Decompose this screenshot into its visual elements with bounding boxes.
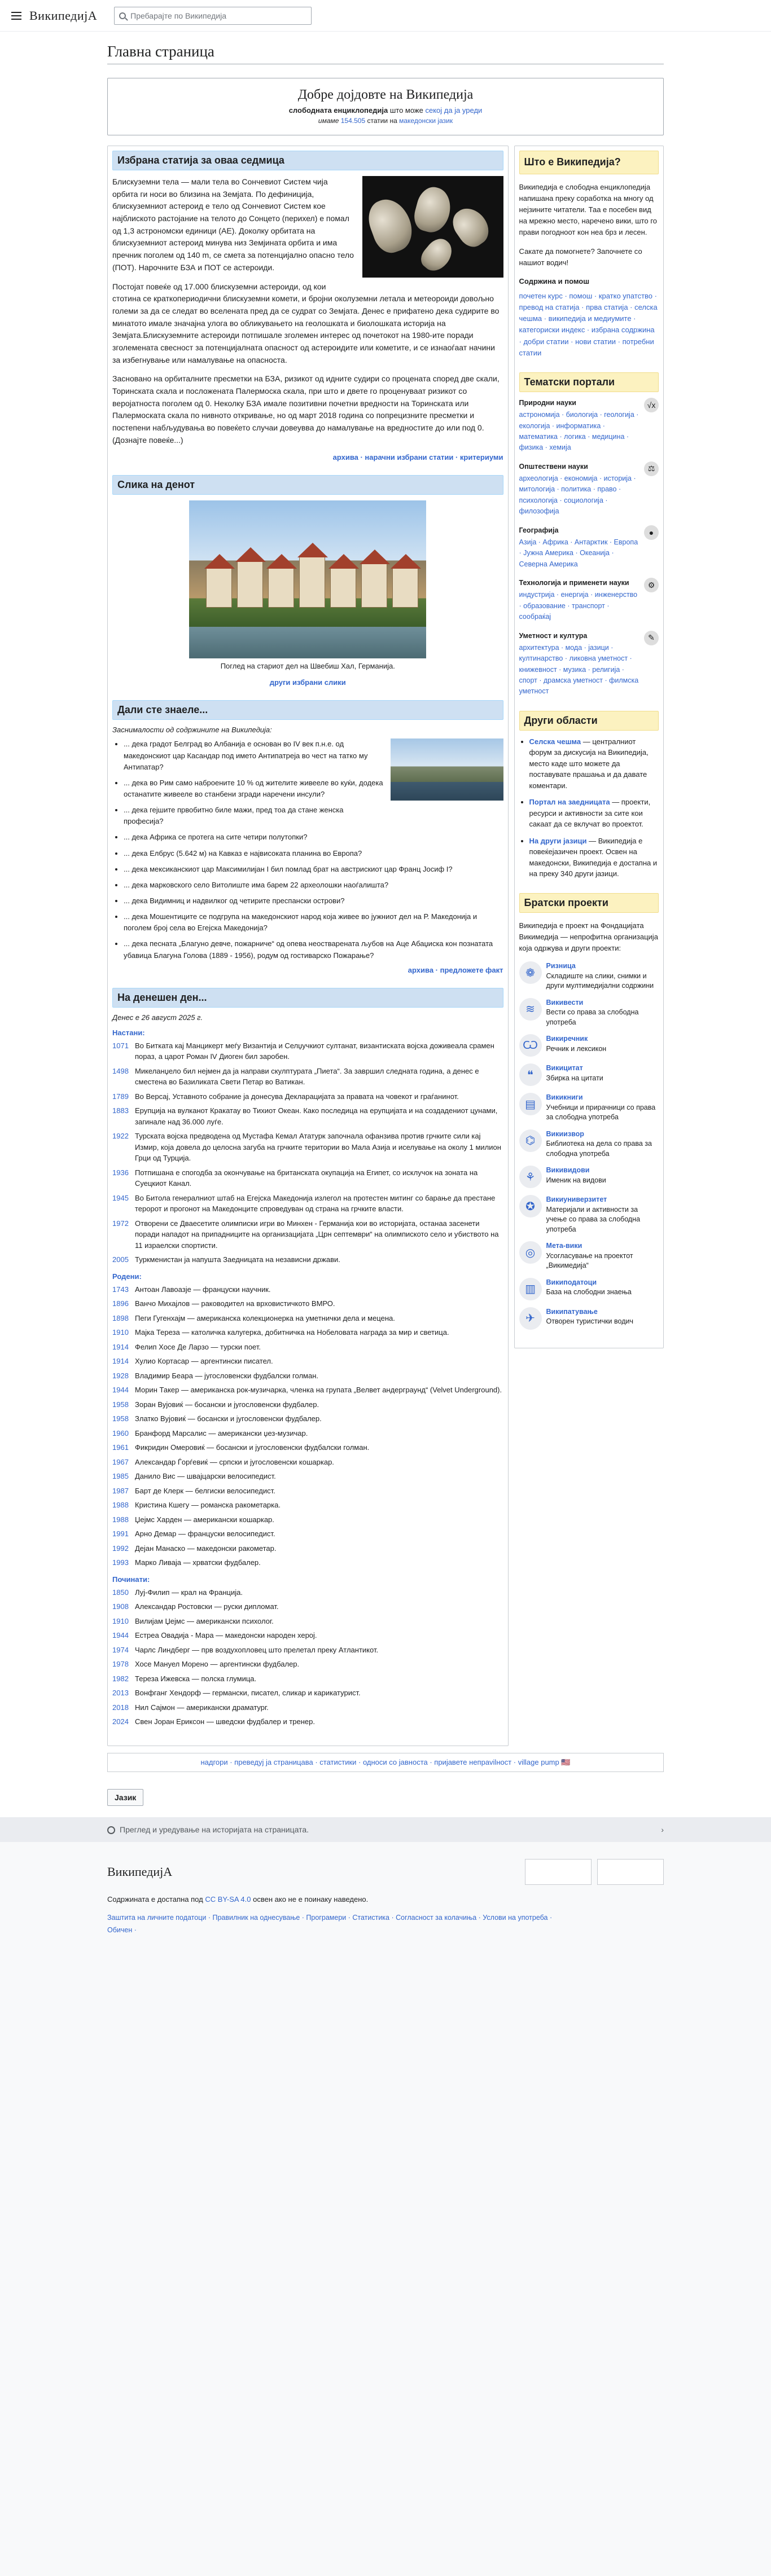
sister-project-text bbox=[546, 1063, 603, 1083]
today-date: Денес е 26 август 2025 г. bbox=[112, 1013, 203, 1022]
sister-project-title[interactable]: Википатување bbox=[546, 1307, 598, 1316]
portal-icon: ⚙ bbox=[644, 578, 659, 592]
year-link[interactable]: 1982 bbox=[112, 1674, 129, 1683]
portal-item bbox=[519, 525, 659, 570]
year-link[interactable]: 1908 bbox=[112, 1602, 129, 1611]
event-text: Александар Ростовски — руски дипломат. bbox=[135, 1602, 279, 1611]
on-this-day bbox=[112, 988, 503, 1727]
year-link[interactable]: 1922 bbox=[112, 1132, 129, 1141]
sister-project-item[interactable] bbox=[519, 1166, 659, 1188]
year-link[interactable]: 1958 bbox=[112, 1414, 129, 1423]
year-link[interactable]: 1910 bbox=[112, 1328, 129, 1337]
event-text: Нил Сајмон — американски драматург. bbox=[135, 1703, 269, 1712]
search-icon bbox=[119, 12, 126, 19]
sister-project-title[interactable]: Викиизвор bbox=[546, 1129, 584, 1138]
sister-projects-header: Братски проекти bbox=[519, 893, 659, 913]
year-link[interactable]: 1928 bbox=[112, 1371, 129, 1380]
dyk-item: • ... дека мексиканскиот цар Максимилијан I бил помлад брат на австрискиот цар Франц Јосиф I? bbox=[124, 864, 503, 875]
other-area-link[interactable]: Портал на заедницата bbox=[529, 798, 610, 807]
year-link[interactable]: 1993 bbox=[112, 1558, 129, 1567]
other-area-text: — Википедија е повеќејазичен проект. Освен на македонски, Википедија е достапна и на преку 340 други јазици. bbox=[529, 836, 658, 878]
births-item bbox=[112, 1442, 503, 1453]
portal-list bbox=[519, 398, 659, 697]
events-item bbox=[112, 1254, 503, 1265]
event-text: Антоан Лавоазје — француски научник. bbox=[135, 1285, 271, 1294]
sister-project-icon: ⚘ bbox=[519, 1166, 542, 1188]
deaths-item bbox=[112, 1659, 503, 1670]
event-text: Пеги Гугенхајм — американска колекционерка на уметнички дела и мецена. bbox=[135, 1313, 395, 1322]
license-post: освен ако не е поинаку наведено. bbox=[251, 1894, 369, 1904]
help-links[interactable]: почетен курс · помош · кратко упатство · превод на статија · прва статија · селска чешма · википедија и медиумите · категориски индекс · избрана содржина · добри статии · нови статии · потребни статии bbox=[519, 292, 658, 357]
events-item bbox=[112, 1091, 503, 1102]
event-text: Туркменистан ја напушта Заедницата на независни држави. bbox=[135, 1255, 340, 1264]
other-areas-list bbox=[519, 736, 659, 880]
other-area-link[interactable]: Селска чешма bbox=[529, 737, 581, 746]
year-link[interactable]: 1974 bbox=[112, 1645, 129, 1654]
license-link[interactable]: CC BY-SA 4.0 bbox=[205, 1894, 251, 1904]
other-area-item bbox=[529, 836, 659, 880]
sister-project-icon: ❁ bbox=[519, 961, 542, 984]
event-text: Зоран Вујовиќ — босански и југословенски фудбалер. bbox=[135, 1400, 319, 1409]
year-link[interactable]: 2013 bbox=[112, 1689, 129, 1698]
deaths-item bbox=[112, 1673, 503, 1685]
more-pictures-link[interactable]: други избрани слики bbox=[269, 678, 346, 687]
sister-project-desc: Збирка на цитати bbox=[546, 1074, 603, 1082]
sister-project-icon: ✈ bbox=[519, 1307, 542, 1330]
what-is-wikipedia bbox=[519, 151, 659, 359]
footer-logo: ВикипедијА bbox=[107, 1864, 173, 1879]
event-text: Хулио Кортасар — аргентински писател. bbox=[135, 1357, 273, 1366]
sister-project-desc: Вести со права за слободна употреба bbox=[546, 1008, 639, 1026]
portal-icon: ✎ bbox=[644, 631, 659, 645]
year-link[interactable]: 1944 bbox=[112, 1631, 129, 1640]
births-item bbox=[112, 1471, 503, 1482]
event-text: Кристина Кшегу — романска ракометарка. bbox=[135, 1501, 281, 1510]
sister-project-text bbox=[546, 1307, 633, 1327]
year-link[interactable]: 1944 bbox=[112, 1386, 129, 1395]
portal-title[interactable]: Географија bbox=[519, 526, 559, 534]
event-text: Џејмс Харден — американски кошаркар. bbox=[135, 1515, 274, 1524]
sister-project-desc: Библиотека на дела со права за слободна употреба bbox=[546, 1140, 652, 1158]
featured-more-links[interactable]: архива · нарачни избрани статии · критериуми bbox=[332, 453, 503, 462]
footer-links-row2[interactable]: Обичен · bbox=[107, 1926, 137, 1935]
births-item bbox=[112, 1284, 503, 1295]
year-link[interactable]: 2005 bbox=[112, 1255, 129, 1264]
welcome-sub-prefix: слободната енциклопедија bbox=[288, 106, 388, 115]
license-text bbox=[107, 1895, 664, 1904]
events-item bbox=[112, 1066, 503, 1088]
portal-icon: √x bbox=[644, 398, 659, 412]
year-link[interactable]: 1958 bbox=[112, 1400, 129, 1409]
births-item bbox=[112, 1399, 503, 1410]
portal-item bbox=[519, 578, 659, 623]
portal-title[interactable]: Уметност и култура bbox=[519, 631, 588, 640]
picture-caption: Поглед на стариот дел на Швебиш Хал, Германија. bbox=[220, 662, 395, 671]
event-text: Арно Демар — француски велосипедист. bbox=[135, 1529, 275, 1538]
births-item bbox=[112, 1500, 503, 1511]
portal-links[interactable]: архитектура · мода · јазици · култинарство · ликовна уметност · книжевност · музика · религија · спорт · драмска уметност · филмска уметност bbox=[519, 643, 639, 696]
year-link[interactable]: 1991 bbox=[112, 1529, 129, 1538]
event-text: Ерупција на вулканот Кракатау во Тихиот Океан. Како последица на ерупцијата и на создадениот цунами, загинале над 36.000 луѓе. bbox=[135, 1106, 498, 1126]
births-item bbox=[112, 1457, 503, 1468]
year-link[interactable]: 2018 bbox=[112, 1703, 129, 1712]
license-pre: Содржината е достапна под bbox=[107, 1894, 205, 1904]
main-content bbox=[0, 71, 771, 1789]
event-text: Фелип Хосе Де Ларзо — турски поет. bbox=[135, 1342, 261, 1351]
event-text: Ванчо Михајлов — раководител на врховистичкото ВМРО. bbox=[135, 1299, 335, 1308]
other-areas bbox=[519, 711, 659, 880]
births-item bbox=[112, 1413, 503, 1425]
sister-project-icon: ❝ bbox=[519, 1063, 542, 1086]
sister-project-item[interactable] bbox=[519, 1093, 659, 1123]
other-area-item bbox=[529, 797, 659, 830]
events-item bbox=[112, 1131, 503, 1164]
other-area-text: — централниот форум за дискусија на Википедија, место каде што можете да поставувате прашања и да давате коментари. bbox=[529, 737, 649, 790]
births-list bbox=[112, 1284, 503, 1568]
event-text: Свен Јоран Ериксон — шведски фудбалер и тренер. bbox=[135, 1717, 315, 1726]
help-question: Сакате да помогнете? Започнете со нашиот водич! bbox=[519, 247, 642, 267]
event-text: Фикридин Омеровиќ — босански и југословенски фудбалски голман. bbox=[135, 1443, 370, 1452]
wikimedia-badge[interactable] bbox=[525, 1859, 592, 1885]
event-text: Микеланџело бил нејмен да ја направи скулптурата „Пиета“. За завршил следната година, а денес е сместена во Базиликата Свети Петар во Ватикан. bbox=[135, 1066, 479, 1087]
sister-intro: Википедија е проект на Фондацијата Викимедија — непрофитна организација која одржува и други проекти: bbox=[519, 921, 658, 953]
year-link[interactable]: 1985 bbox=[112, 1472, 129, 1481]
event-text: Златко Вујовиќ — босански и југословенски фудбалер. bbox=[135, 1414, 322, 1423]
sister-list bbox=[519, 961, 659, 1330]
portal-title[interactable]: Природни науки bbox=[519, 398, 576, 407]
year-link[interactable]: 2024 bbox=[112, 1717, 129, 1726]
what-is-text: Википедија е слободна енциклопедија напишана преку соработка на многу од нејзините читатели. Таа е посебен вид на мрежно место, наречено вики, што го прави погодноот кон неа брз и лесен. bbox=[519, 182, 658, 237]
featured-image[interactable] bbox=[362, 176, 503, 278]
history-text: Преглед и уредување на историјата на страницата. bbox=[120, 1825, 309, 1834]
event-text: Потпишана е спогодба за окончување на британската окупација на Египет, со исклучок на зоната на Суецкиот Канал. bbox=[135, 1168, 478, 1188]
other-area-text: — проекти, ресурси и активности за сите кои сакаат да се вклучат во проектот. bbox=[529, 798, 651, 829]
portal-lines bbox=[519, 398, 641, 454]
dyk-item: • ... дека песната „Благуно девче, пожарниче“ од опева неостварената љубов на Аце Абаџиска кон познатата убавица Благуна Голова (1889 - 1956), родум од гостиварско Пожарање? bbox=[124, 938, 503, 961]
sister-project-item[interactable] bbox=[519, 1195, 659, 1234]
event-text: Данило Вис — швајцарски велосипедист. bbox=[135, 1472, 276, 1481]
year-link[interactable]: 1498 bbox=[112, 1066, 129, 1075]
mediawiki-badge[interactable] bbox=[597, 1859, 664, 1885]
did-you-know bbox=[112, 700, 503, 974]
portal-title[interactable]: Технологија и применети науки bbox=[519, 579, 629, 587]
portal-links[interactable]: археологија · економија · историја · митологија · политика · право · психологија · социологија · филозофија bbox=[519, 474, 636, 516]
picture-of-day-header: Слика на денот bbox=[112, 475, 503, 495]
event-text: Бранфорд Марсалис — американски џез-музичар. bbox=[135, 1428, 308, 1438]
events-item bbox=[112, 1193, 503, 1215]
sister-project-icon: ⌬ bbox=[519, 1129, 542, 1152]
sister-project-item[interactable] bbox=[519, 1063, 659, 1086]
sister-project-title[interactable]: Викицитат bbox=[546, 1064, 583, 1072]
sister-project-item[interactable] bbox=[519, 1034, 659, 1057]
births-label: Родени: bbox=[112, 1272, 142, 1281]
year-link[interactable]: 1992 bbox=[112, 1544, 129, 1553]
page-title-bar bbox=[0, 32, 771, 71]
events-list bbox=[112, 1040, 503, 1265]
deaths-item bbox=[112, 1687, 503, 1699]
event-text: Вилијам Џејмс — американски психолог. bbox=[135, 1616, 274, 1625]
portal-item bbox=[519, 631, 659, 697]
sister-project-text bbox=[546, 1034, 607, 1054]
event-text: Морин Такер — американска рок-музичарка, членка на групата „Велвет андерграунд“ (Velvet Underground). bbox=[135, 1386, 502, 1395]
featured-article-header: Избрана статија за оваа седмица bbox=[112, 151, 503, 170]
portal-links[interactable]: индустрија · енергија · инженерство · образование · транспорт · сообраќај bbox=[519, 591, 638, 621]
deaths-item bbox=[112, 1645, 503, 1656]
welcome-sub-mid: што може bbox=[388, 106, 426, 115]
sister-project-item[interactable] bbox=[519, 961, 659, 991]
sister-project-desc: База на слободни знаења bbox=[546, 1288, 632, 1296]
births-item bbox=[112, 1557, 503, 1568]
year-link[interactable]: 1789 bbox=[112, 1092, 129, 1101]
sister-project-text bbox=[546, 998, 659, 1028]
year-link[interactable]: 1960 bbox=[112, 1428, 129, 1438]
search-placeholder: Пребарајте по Википедија bbox=[130, 11, 227, 20]
births-item bbox=[112, 1356, 503, 1367]
births-item bbox=[112, 1543, 503, 1554]
sister-project-item[interactable] bbox=[519, 1278, 659, 1300]
columns bbox=[107, 146, 664, 1746]
year-link[interactable]: 1071 bbox=[112, 1041, 129, 1050]
sister-project-item[interactable] bbox=[519, 1307, 659, 1330]
deaths-label: Починати: bbox=[112, 1575, 150, 1584]
sister-project-icon: ▤ bbox=[519, 1093, 542, 1115]
births-item bbox=[112, 1327, 503, 1338]
sister-project-icon: ▥ bbox=[519, 1278, 542, 1300]
sister-project-icon: ◎ bbox=[519, 1241, 542, 1264]
clock-icon bbox=[107, 1826, 115, 1834]
portal-item bbox=[519, 398, 659, 454]
year-link[interactable]: 1945 bbox=[112, 1193, 129, 1202]
other-area-item bbox=[529, 736, 659, 792]
sister-project-item[interactable] bbox=[519, 998, 659, 1028]
dyk-item: • ... дека марковского село Витолиште има барем 22 археолошки наоѓалишта? bbox=[124, 880, 503, 891]
year-link[interactable]: 1898 bbox=[112, 1313, 129, 1322]
featured-p1: Блискуземни тела — мали тела во Сончевиот Систем чија орбита ги носи во близина на Земјата. По дефиниција, блискуземниот астероид е тело од Сончевиот Систем кое најблиското растојание на телото до Сонцето (перихел) е помал од 1,3 астрономски единици (АЕ). Доколку орбитата на блискуземниот астероид минува низ Земјината орбита и има пречник поголем од 140 m, се смета за потенцијално опасно тело (ПОТ). Нарочните БЗА и ПОТ се астероиди. bbox=[112, 177, 354, 272]
portal-lines bbox=[519, 461, 641, 517]
dyk-item: • ... дека градот Белград во Албанија е основан во IV век п.н.е. од македонскиот цар Касандар под името Антипатреја во чест на татко му Антипатар? bbox=[124, 738, 503, 772]
sister-project-text bbox=[546, 961, 659, 991]
deaths-item bbox=[112, 1587, 503, 1598]
sister-project-desc: Речник и лексикон bbox=[546, 1044, 607, 1053]
sister-project-desc: Именик на видови bbox=[546, 1176, 606, 1184]
year-link[interactable]: 1743 bbox=[112, 1285, 129, 1294]
event-text: Во Битола генералниот штаб на Егејска Македонија излегол на протестен митинг со барање да престане теророт и прогонот на Македонците спроведуван од страна на грчките власти. bbox=[135, 1193, 496, 1214]
year-link[interactable]: 1961 bbox=[112, 1443, 129, 1452]
dyk-more-links[interactable]: архива · предложете факт bbox=[408, 965, 503, 974]
sister-projects bbox=[519, 893, 659, 1330]
portal-icon: ● bbox=[644, 525, 659, 540]
chevron-right-icon: › bbox=[661, 1825, 664, 1834]
event-text: Естреа Овадија - Мара — македонски народен херој. bbox=[135, 1631, 317, 1640]
language-button[interactable]: Јазик bbox=[107, 1789, 143, 1806]
sister-project-icon: ✪ bbox=[519, 1195, 542, 1217]
portal-links[interactable]: Азија · Африка · Антарктик · Европа · Јужна Америка · Океанија · Северна Америка bbox=[519, 538, 638, 568]
other-area-link[interactable]: На други јазици bbox=[529, 836, 587, 845]
footer bbox=[0, 1842, 771, 1954]
sister-project-title[interactable]: Википодатоци bbox=[546, 1278, 597, 1286]
sister-project-desc: Складиште на слики, снимки и други мултимедијални содржини bbox=[546, 972, 654, 990]
footer-links-row1[interactable]: Заштита на личните податоци · Правилник на однесување · Програмери · Статистика · Согласност за колачиња · Услови на употреба · bbox=[107, 1913, 553, 1922]
article-count-line bbox=[113, 117, 658, 125]
portal-icon: ⚖ bbox=[644, 461, 659, 476]
sister-project-text bbox=[546, 1278, 632, 1298]
year-link[interactable]: 1978 bbox=[112, 1660, 129, 1669]
event-text: Владимир Беара — југословенски фудбалски голман. bbox=[135, 1371, 318, 1380]
year-link[interactable]: 1850 bbox=[112, 1588, 129, 1597]
births-item bbox=[112, 1428, 503, 1439]
dyk-item: • ... дека Видимниц и надвилког од четирите преспански острови? bbox=[124, 895, 503, 907]
language-link[interactable]: македонски јазик bbox=[399, 117, 453, 125]
event-text: Турската војска предводена од Мустафа Кемал Ататурк започнала офанзива против грчките сили кај Измир, која довела до целосна загуба на грчките територии во Мала Азија и иселување на околу 1 милион Грци од Турција. bbox=[135, 1132, 501, 1163]
sister-project-title[interactable]: Мета-вики bbox=[546, 1242, 582, 1250]
dyk-item: • ... дека гејшите првобитно биле мажи, пред тоа да стане женска професија? bbox=[124, 805, 503, 827]
sister-project-title[interactable]: Викикниги bbox=[546, 1093, 583, 1102]
event-text: Отворени се Дваесетите олимписки игри во Минхен - Германија кои во историјата, останаа засенети поради нападот на припадниците на организацијата „Црн септември“ на олимпиското село и убиството на 11 израелски спортисти. bbox=[135, 1219, 499, 1250]
did-you-know-header: Дали сте знаеле... bbox=[112, 700, 503, 720]
deaths-item bbox=[112, 1630, 503, 1641]
featured-p3: Засновано на орбиталните пресметки на БЗА, ризикот од идните судири со процената според две скали, Торинската скала и посложената Палермоска скала, при што и двете го проценуваат ризикот со веројатноста поголем од 0. Неколку БЗА имале позитивни почетни вредности на Торинската или Палермоската скала по нивното откривање, но од март 2018 година со попрецизните пресметки и постепени набљудувања во повеќето случаи довеувва до намалување на вредностите до или под 0. (Дознајте повеќе...) bbox=[112, 374, 500, 445]
sister-project-title[interactable]: Викиречник bbox=[546, 1035, 588, 1043]
sister-project-desc: Усогласување на проектот „Викимедија“ bbox=[546, 1251, 633, 1270]
event-text: Тереза Ижевска — полска глумица. bbox=[135, 1674, 257, 1683]
births-item bbox=[112, 1514, 503, 1526]
births-item bbox=[112, 1298, 503, 1309]
portals-header: Тематски портали bbox=[519, 372, 659, 392]
footer-links bbox=[107, 1911, 664, 1937]
sister-project-text bbox=[546, 1093, 659, 1123]
portal-title[interactable]: Општествени науки bbox=[519, 462, 588, 471]
births-item bbox=[112, 1313, 503, 1324]
featured-p2: Постојат повеќе од 17.000 блискуземни астероиди, од кои стотина се краткопериодични блискуземни комети, и бројни околуземни летала и метеороиди довољно големи за да се следат во вселената пред да се судрат со Земјата. Денес е прифатено дека судирите во минатото имале значајна улога во обликувањето на геолошката и биолошката историја на Земјата.Блискуземните астероиди потпишале зголемен интерес од почетокот на 1980-ите поради зголемената свесност за потенцијалната опасност од астероидите или кометите, и се изнаоѓаат начини за избегнување или намалување на опасноста. bbox=[112, 282, 500, 364]
portal-item bbox=[519, 461, 659, 517]
portal-lines bbox=[519, 631, 641, 697]
sister-project-icon: Ѡ bbox=[519, 1034, 542, 1057]
year-link[interactable]: 1967 bbox=[112, 1457, 129, 1466]
event-text: Во Версај, Уставното собрание ја донесува Декларацијата за правата на човекот и граѓанинот. bbox=[135, 1092, 459, 1101]
sister-project-text bbox=[546, 1166, 606, 1185]
top-bar bbox=[0, 0, 771, 32]
on-this-day-header: На денешен ден... bbox=[112, 988, 503, 1008]
sister-project-title[interactable]: Викивидови bbox=[546, 1166, 590, 1175]
deaths-item bbox=[112, 1702, 503, 1713]
language-button-wrap bbox=[0, 1789, 771, 1817]
sister-project-desc: Материјали и активности за учење со права за слободна употреба bbox=[546, 1205, 641, 1233]
welcome-banner bbox=[107, 78, 664, 135]
deaths-item bbox=[112, 1716, 503, 1727]
help-heading: Содржина и помош bbox=[519, 276, 590, 285]
events-item bbox=[112, 1105, 503, 1127]
dyk-item: • ... дека Елбрус (5.642 м) на Кавказ е највисоката планина во Европа? bbox=[124, 848, 503, 859]
event-text: Дејан Манаско — македонски ракометар. bbox=[135, 1544, 277, 1553]
sister-project-title[interactable]: Викиуниверзитет bbox=[546, 1195, 607, 1204]
dyk-item: • ... дека Африка се протега на сите четири полутопки? bbox=[124, 832, 503, 843]
births-item bbox=[112, 1384, 503, 1396]
year-link[interactable]: 1988 bbox=[112, 1515, 129, 1524]
search-input[interactable] bbox=[114, 7, 312, 25]
welcome-subtitle bbox=[113, 106, 658, 115]
year-link[interactable]: 1896 bbox=[112, 1299, 129, 1308]
dyk-item: • ... дека во Рим само наброените 10 % од жителите живееле во куќи, додека останатите живееле во станбени згради наречени инсули? bbox=[124, 777, 503, 800]
count-mid: статии на bbox=[365, 117, 400, 125]
sister-project-desc: Учебници и прирачници со права за слободна употреба bbox=[546, 1103, 656, 1122]
site-logo[interactable]: ВикипедијА bbox=[29, 8, 98, 23]
anyone-can-edit-link[interactable]: секој да ја уреди bbox=[425, 106, 483, 115]
births-item bbox=[112, 1528, 503, 1540]
sister-project-desc: Отворен туристички водич bbox=[546, 1317, 633, 1326]
picture-of-day bbox=[112, 475, 503, 687]
dyk-item: • ... дека Мошентиците се подгрупа на македонскиот народ која живее во јужниот дел на Р. Македонија и поголем број села во Егејска Македонија? bbox=[124, 911, 503, 934]
portal-lines bbox=[519, 525, 641, 570]
sister-project-item[interactable] bbox=[519, 1129, 659, 1159]
sister-project-text bbox=[546, 1195, 659, 1234]
event-text: Мајка Тереза — католичка калугерка, добитничка на Нобеловата награда за мир и светица. bbox=[135, 1328, 449, 1337]
events-label: Настани: bbox=[112, 1028, 145, 1037]
article-count-link[interactable]: 154.505 bbox=[340, 117, 366, 125]
events-item bbox=[112, 1218, 503, 1251]
sister-project-text bbox=[546, 1129, 659, 1159]
count-prefix: имаме bbox=[318, 117, 341, 125]
event-text: Вонфганг Хендорф — германски, писател, сликар и карикатурист. bbox=[135, 1689, 361, 1698]
sister-project-title[interactable]: Ризница bbox=[546, 962, 576, 970]
portal-links[interactable]: астрономија · биологија · геологија · екологија · информатика · математика · логика · медицина · физика · хемија bbox=[519, 411, 639, 452]
year-link[interactable]: 1987 bbox=[112, 1486, 129, 1495]
page-title: Главна страница bbox=[107, 43, 664, 64]
event-text: Барт де Клерк — белгиски велосипедист. bbox=[135, 1486, 275, 1495]
right-column bbox=[514, 146, 664, 1348]
births-item bbox=[112, 1370, 503, 1382]
deaths-item bbox=[112, 1601, 503, 1612]
year-link[interactable]: 1914 bbox=[112, 1342, 129, 1351]
portals bbox=[519, 372, 659, 697]
deaths-list bbox=[112, 1587, 503, 1727]
events-item bbox=[112, 1167, 503, 1189]
dyk-image[interactable] bbox=[391, 738, 503, 801]
menu-icon[interactable] bbox=[11, 12, 21, 20]
deaths-item bbox=[112, 1616, 503, 1627]
event-text: Хосе Мануел Морено — аргентински фудбалер. bbox=[135, 1660, 300, 1669]
sister-project-text bbox=[546, 1241, 659, 1271]
event-text: Луј-Филип — крал на Франција. bbox=[135, 1588, 243, 1597]
featured-article bbox=[112, 151, 503, 461]
year-link[interactable]: 1910 bbox=[112, 1616, 129, 1625]
births-item bbox=[112, 1485, 503, 1497]
events-item bbox=[112, 1040, 503, 1062]
event-text: Марко Ливаја — хрватски фудбалер. bbox=[135, 1558, 261, 1567]
left-column bbox=[107, 146, 509, 1746]
year-link[interactable]: 1972 bbox=[112, 1219, 129, 1228]
year-link[interactable]: 1914 bbox=[112, 1357, 129, 1366]
event-text: Во Битката кај Манцикерт меѓу Византија и Селџучкиот султанат, византиската војска доживеала срамен пораз, а царот Роман IV Диоген бил заробен. bbox=[135, 1041, 494, 1061]
sister-project-item[interactable] bbox=[519, 1241, 659, 1271]
sister-project-title[interactable]: Викивести bbox=[546, 998, 584, 1006]
event-text: Александар Ѓорѓевиќ — српски и југословенски кошаркар. bbox=[135, 1457, 334, 1466]
event-text: Чарлс Линдберг — прв воздухопловец што прелетал преку Атлантикот. bbox=[135, 1645, 379, 1654]
bottom-links-bar[interactable]: надгори · преведуј ја страницава · статистики · односи со јавноста · пријавете непрavilност · village pump 🇺🇸 bbox=[107, 1753, 664, 1772]
sister-project-icon: ≋ bbox=[519, 998, 542, 1021]
what-is-wikipedia-header: Што е Википедија? bbox=[519, 151, 659, 174]
other-areas-header: Други области bbox=[519, 711, 659, 731]
history-bar[interactable] bbox=[0, 1817, 771, 1842]
portal-lines bbox=[519, 578, 641, 623]
births-item bbox=[112, 1342, 503, 1353]
dyk-intro: Заснималости од содржините на Википедија: bbox=[112, 726, 272, 735]
welcome-title: Добре дојдовте на Википедија bbox=[297, 87, 474, 102]
picture-of-day-image[interactable] bbox=[189, 500, 426, 658]
year-link[interactable]: 1936 bbox=[112, 1168, 129, 1177]
year-link[interactable]: 1988 bbox=[112, 1501, 129, 1510]
year-link[interactable]: 1883 bbox=[112, 1106, 129, 1115]
